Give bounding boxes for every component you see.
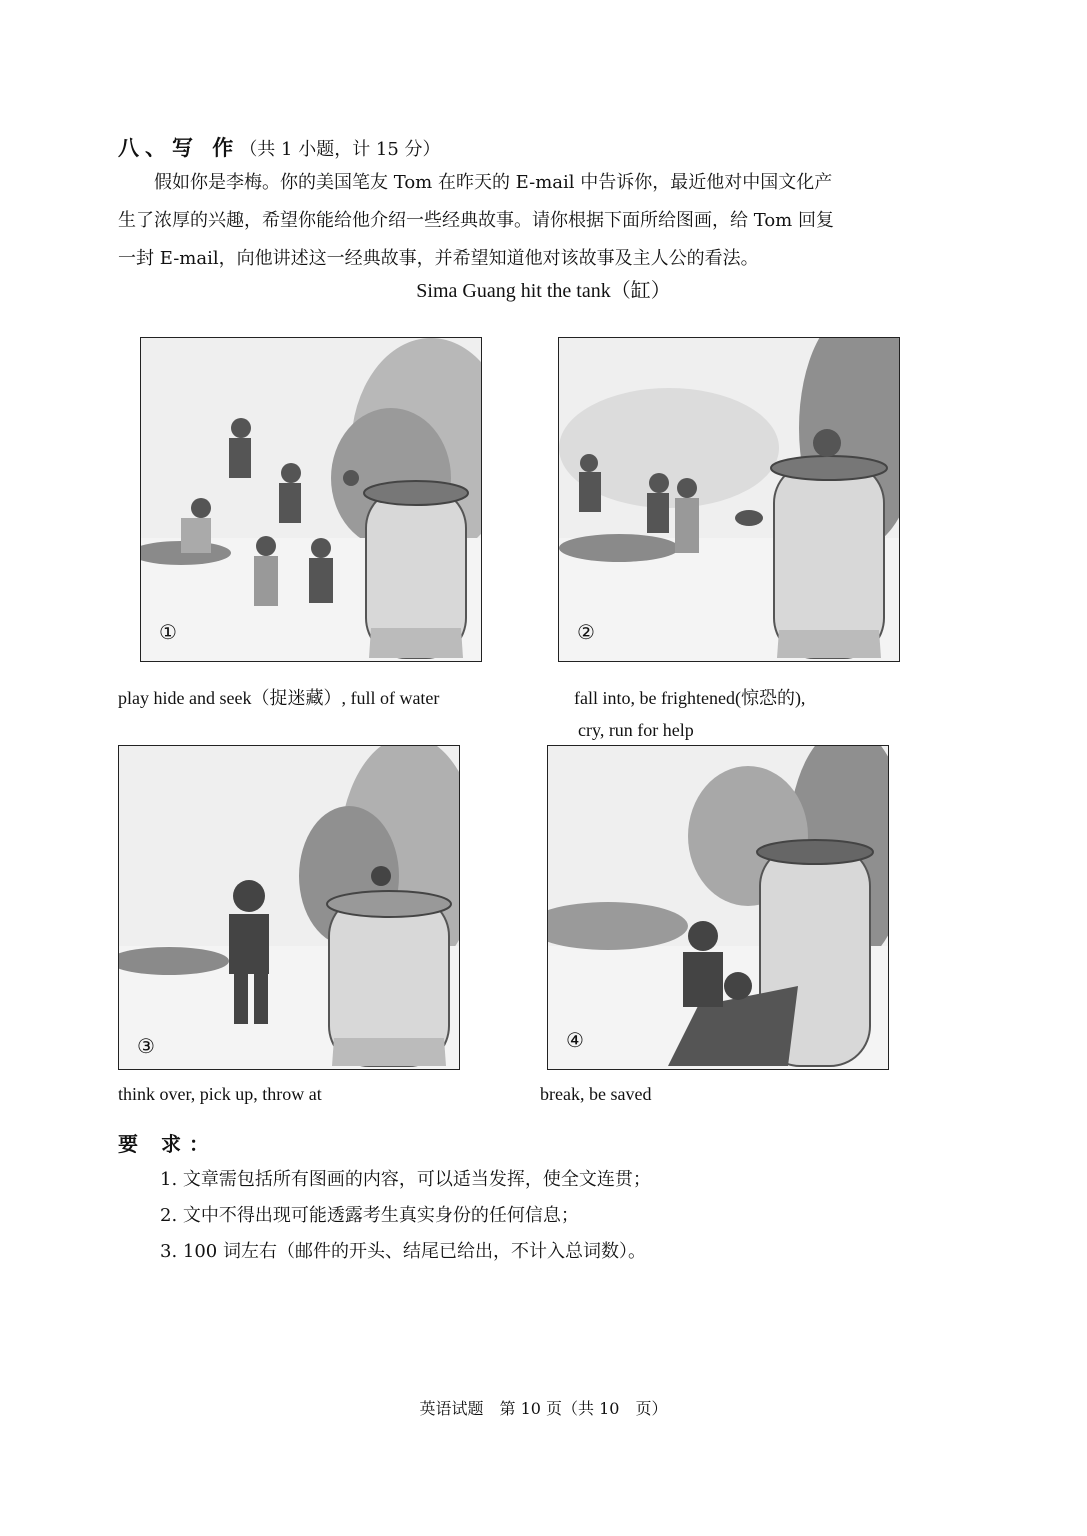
task-description	[118, 164, 978, 278]
illustration-kids-playing	[141, 338, 481, 661]
task-line: 一封 E-mail，向他讲述这一经典故事，并希望知道他对该故事及主人公的看法。	[118, 248, 759, 269]
illustration-child-saved	[548, 746, 888, 1069]
requirement-item: 3. 100 词左右（邮件的开头、结尾已给出，不计入总词数）。	[160, 1241, 646, 1262]
panel-number: ①	[159, 620, 177, 644]
panel-1-caption: play hide and seek（捉迷藏）, full of water	[118, 688, 440, 708]
section-title: 八、写 作	[118, 136, 240, 160]
panel-4-caption: break, be saved	[540, 1084, 652, 1104]
section-heading	[118, 132, 441, 162]
panel-2-caption: fall into, be frightened(惊恐的),	[574, 688, 806, 708]
page-footer: 英语试题 第 10 页（共 10 页）	[419, 1399, 668, 1418]
story-title: Sima Guang hit the tank（缸）	[416, 280, 671, 302]
panel-number: ④	[566, 1028, 584, 1052]
task-line: 生了浓厚的兴趣，希望你能给他介绍一些经典故事。请你根据下面所给图画，给 Tom 回复	[118, 210, 834, 231]
requirement-item: 1. 文章需包括所有图画的内容，可以适当发挥，使全文连贯；	[160, 1169, 651, 1190]
picture-panel-3	[118, 745, 460, 1070]
picture-panel-1	[140, 337, 482, 662]
section-subtitle: （共 1 小题，计 15 分）	[239, 139, 441, 160]
panel-number: ②	[577, 620, 595, 644]
panel-2-caption-line2: cry, run for help	[578, 720, 694, 740]
picture-panel-2	[558, 337, 900, 662]
picture-panel-4	[547, 745, 889, 1070]
panel-number: ③	[137, 1034, 155, 1058]
panel-3-caption: think over, pick up, throw at	[118, 1084, 322, 1104]
requirements-heading: 要 求：	[118, 1132, 217, 1156]
task-line: 假如你是李梅。你的美国笔友 Tom 在昨天的 E-mail 中告诉你，最近他对中国文化产	[118, 172, 833, 193]
illustration-throwing-stone	[119, 746, 459, 1069]
requirement-item: 2. 文中不得出现可能透露考生真实身份的任何信息；	[160, 1205, 579, 1226]
illustration-child-falls-in	[559, 338, 899, 661]
